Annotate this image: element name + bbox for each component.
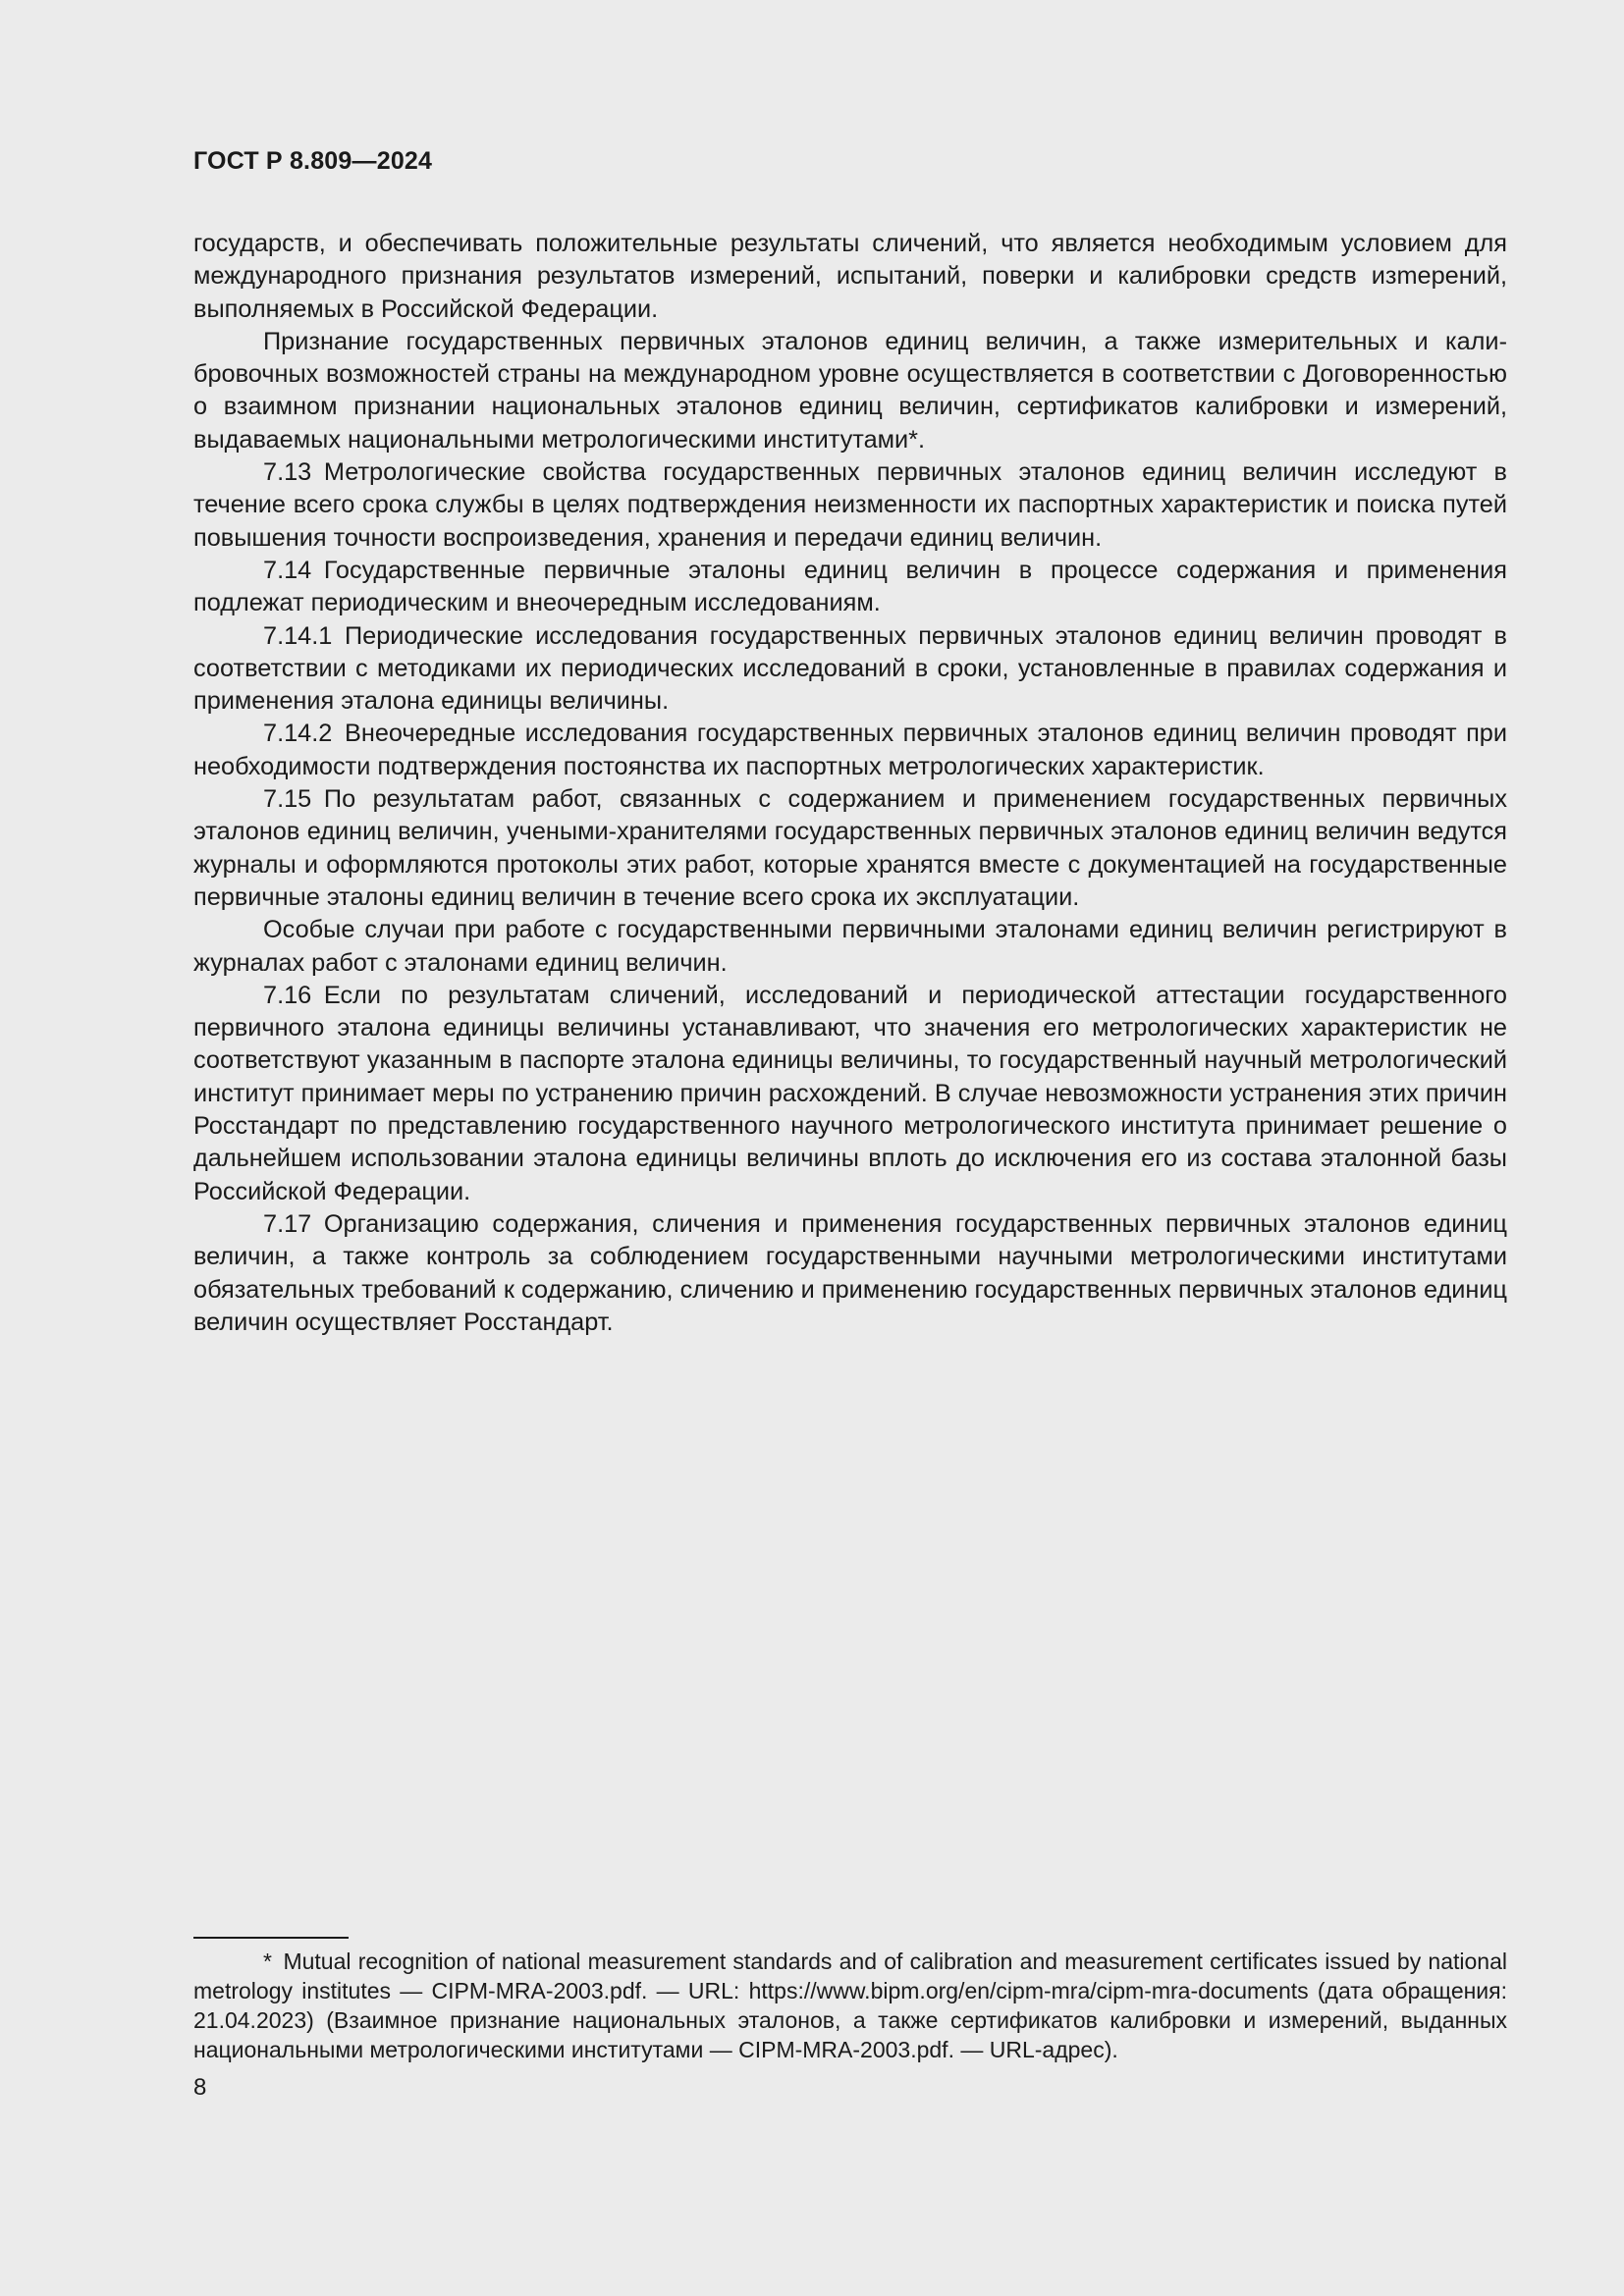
clause-7-14-1: 7.14.1 Периодические исследования государственных первичных эталонов единиц величин проводят в соответствии с методиками их периодических исследований в сроки, установленные в правилах содержания и применения эталона единицы величины. <box>193 621 1507 716</box>
paragraph-special-cases: Особые случаи при работе с государственными первичными эталонами единиц величин регистрируют в журналах работ с эталонами единиц величин. <box>193 916 1507 977</box>
document-header: ГОСТ Р 8.809—2024 <box>193 147 433 175</box>
clause-7-15: 7.15 По результатам работ, связанных с содержанием и применением государственных первичных эталонов единиц величин, учеными-хранителями государственных первичных эталонов единиц величин ведутся журналы и оформляются протоколы этих работ, которые хранятся вместе с документацией на государственные первичные эталоны единиц величин в течение всего срока их эксплуатации. <box>193 785 1507 911</box>
footnote-separator <box>193 1937 349 1939</box>
clause-7-17: 7.17 Организацию содержания, сличения и применения государственных первичных эталонов единиц величин, а также контроль за соблюдением государственными научными метрологическими институтами обязательных требований к содержанию, сличению и применению государственных первичных эталонов единиц величин осуществляет Росстандарт. <box>193 1209 1507 1336</box>
paragraph-continuation: государств, и обеспечивать положительные результаты сличений, что является необходимым условием для международного признания результатов измерений, испытаний, поверки и калибровки средств изmерений, выполняемых в Российской Федерации. <box>193 230 1507 323</box>
document-body <box>193 228 1507 1339</box>
clause-7-13: 7.13 Метрологические свойства государственных первичных эталонов единиц величин исследуют в течение всего срока службы в целях подтверждения неизменности их паспортных характеристик и поиска путей повышения точности воспроизведения, хранения и передачи единиц величин. <box>193 458 1507 552</box>
paragraph-recognition: Признание государственных первичных эталонов единиц величин, а также измерительных и калибровочных возможностей страны на международном уровне осуществляется в соответствии с Договоренностью о взаимном признании национальных эталонов единиц величин, сертификатов калибровки и измерений, выдаваемых национальными метрологическими институтами*. <box>193 327 1507 454</box>
clause-7-16: 7.16 Если по результатам сличений, исследований и периодической аттестации государственного первичного эталона единицы величины устанавливают, что значения его метрологических характеристик не соответствуют указанным в паспорте эталона единицы величины, то государственный научный метрологический институт принимает меры по устранению причин расхождений. В случае невозможности устранения этих причин Росстандарт по представлению государственного научного метрологического института принимает решение о дальнейшем использовании эталона единицы величины вплоть до исключения его из состава эталонной базы Российской Федерации. <box>193 981 1507 1205</box>
clause-7-14-2: 7.14.2 Внеочередные исследования государственных первичных эталонов единиц величин проводят при необходимости подтверждения постоянства их паспортных метрологических характеристик. <box>193 720 1507 780</box>
footnote: * Mutual recognition of national measurement standards and of calibration and measurement certificates issued by national metrology institutes — CIPM-MRA-2003.pdf. — URL: https://www.bipm.org/en/cipm-mra/cipm-mra-documents (дата обращения: 21.04.2023) (Взаимное признание национальных эталонов, а также сертификатов калибровки и измерений, выданных национальными метрологическими институтами — CIPM-MRA-2003.pdf. — URL-адрес). <box>193 1949 1507 2062</box>
page-number: 8 <box>193 2074 207 2101</box>
clause-7-14: 7.14 Государственные первичные эталоны единиц величин в процессе содержания и применения подлежат периодическим и внеочередным исследованиям. <box>193 556 1507 617</box>
